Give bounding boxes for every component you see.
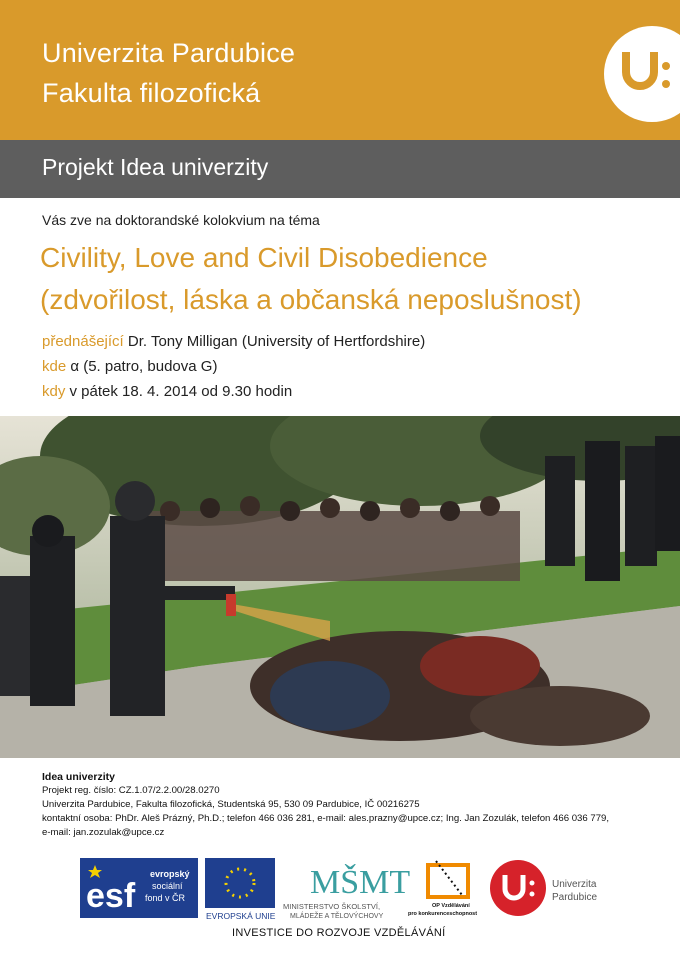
upce-logo-icon [604, 26, 680, 122]
eu-label: EVROPSKÁ UNIE [206, 911, 276, 921]
invitation-intro: Vás zve na doktorandské kolokvium na téma [42, 212, 320, 228]
university-name: Univerzita Pardubice [42, 38, 296, 68]
op-text-2: pro konkurenceschopnost [408, 911, 478, 917]
eu-flag-icon [205, 858, 276, 921]
esf-text-2: sociální [152, 881, 183, 891]
speaker-label: přednášející [42, 333, 124, 350]
location-row [42, 358, 217, 375]
op-text-1: OP Vzdělávání [432, 903, 470, 909]
footer-title: Idea univerzity [42, 771, 115, 783]
speaker-value: Dr. Tony Milligan (University of Hertfordshire) [123, 333, 426, 350]
footer-info [42, 770, 609, 840]
footer-line-contact: kontaktní osoba: PhDr. Aleš Prázný, Ph.D.; telefon 466 036 281, e-mail: ales.prazny@upce.cz; Ing. Jan Zozulák, telefon 466 036 779, [42, 813, 610, 824]
project-title: Projekt Idea univerzity [42, 154, 269, 180]
upce-text-1: Univerzita [552, 879, 597, 890]
talk-title-line2: (zdvořilost, láska a občanská neposlušnost) [40, 284, 582, 315]
esf-text-3: fond v ČR [145, 893, 186, 903]
upce-text-2: Pardubice [552, 892, 598, 903]
date-value: v pátek 18. 4. 2014 od 9.30 hodin [65, 383, 293, 400]
project-bar [0, 140, 680, 198]
msmt-text-2: MLÁDEŽE A TĚLOVÝCHOVY [290, 913, 384, 920]
speaker-row [42, 333, 425, 350]
sponsor-logos [0, 855, 680, 925]
footer-line-address: Univerzita Pardubice, Fakulta filozofická, Studentská 95, 530 09 Pardubice, IČ 00216275 [42, 799, 420, 810]
msmt-text-1: MINISTERSTVO ŠKOLSTVÍ, [283, 902, 381, 911]
op-logo-icon [408, 861, 477, 917]
esf-logo-icon [80, 858, 198, 918]
upce-footer-logo-icon [490, 860, 597, 916]
svg-text:esf: esf [86, 877, 136, 915]
investment-tagline: INVESTICE DO ROZVOJE VZDĚLÁVÁNÍ [232, 927, 446, 939]
talk-title-line1: Civility, Love and Civil Disobedience [40, 242, 488, 273]
esf-text-1: evropský [150, 869, 190, 879]
protest-photo [0, 416, 680, 758]
date-row [42, 383, 292, 400]
header-banner [0, 0, 680, 140]
location-value: α (5. patro, budova G) [66, 358, 218, 375]
faculty-name: Fakulta filozofická [42, 78, 261, 108]
footer-line-email: e-mail: jan.zozulak@upce.cz [42, 827, 165, 838]
msmt-logo-icon [283, 863, 410, 920]
footer-line-reg: Projekt reg. číslo: CZ.1.07/2.2.00/28.0270 [42, 785, 220, 796]
svg-text:MŠMT: MŠMT [310, 864, 411, 901]
date-label: kdy [42, 383, 66, 400]
location-label: kde [42, 358, 67, 375]
